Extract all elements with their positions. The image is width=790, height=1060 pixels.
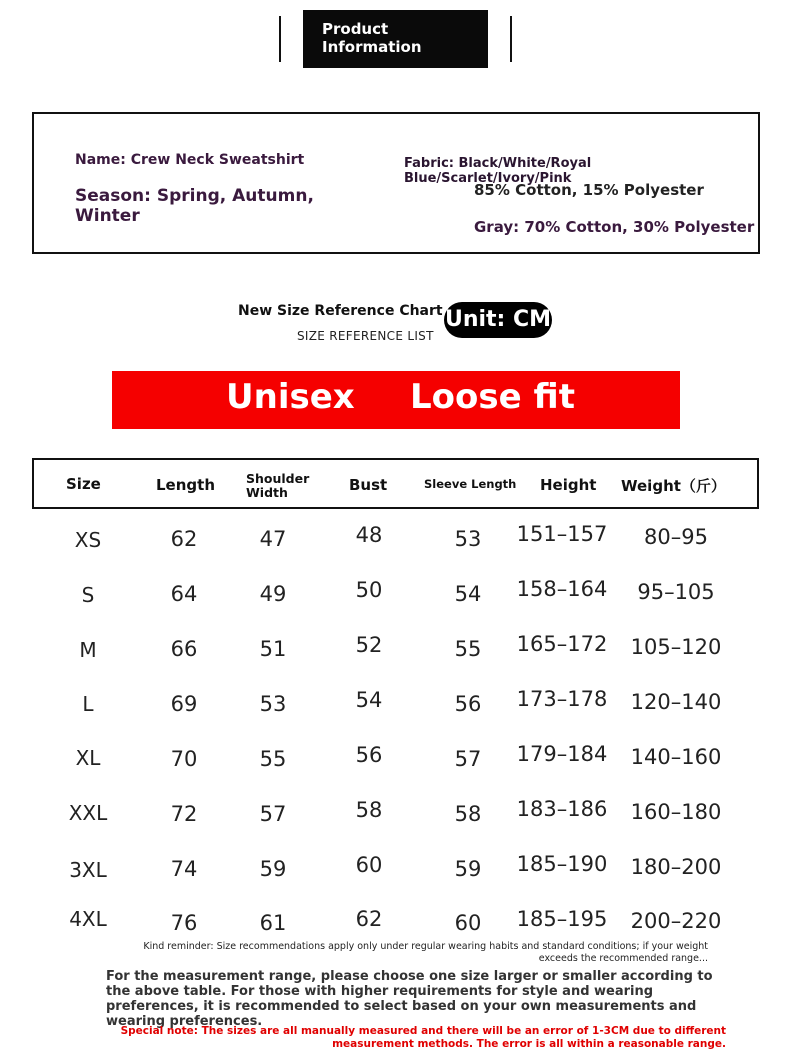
cell-sleeve: 60 [454,911,482,935]
size-chart-title: New Size Reference Chart [238,303,443,319]
cell-height: 179–184 [516,742,608,766]
product-gray-composition: Gray: 70% Cotton, 30% Polyester [474,218,755,236]
cell-length: 76 [170,911,198,935]
cell-sleeve: 57 [454,747,482,771]
special-note: Special note: The sizes are all manually measured and there will be an error of 1-3CM due to different measurement methods. The error is all within a reasonable range. [120,1025,726,1050]
col-bust: Bust [349,476,388,494]
cell-length: 64 [170,582,198,606]
cell-sleeve: 54 [454,582,482,606]
cell-length: 74 [170,857,198,881]
cell-length: 62 [170,527,198,551]
cell-height: 185–195 [516,907,608,931]
cell-bust: 48 [355,523,383,547]
cell-shoulder: 61 [259,911,287,935]
cell-sleeve: 53 [454,527,482,551]
cell-size: XS [74,528,102,552]
cell-weight: 140–160 [630,745,722,769]
cell-bust: 60 [355,853,383,877]
cell-length: 70 [170,747,198,771]
cell-height: 158–164 [516,577,608,601]
cell-sleeve: 55 [454,637,482,661]
cell-shoulder: 49 [259,582,287,606]
cell-weight: 160–180 [630,800,722,824]
kind-reminder-note: Kind reminder: Size recommendations apply only under regular wearing habits and standard conditions; if your weight exceeds the recommended range... [143,941,708,964]
cell-shoulder: 57 [259,802,287,826]
col-sleeve-length: Sleeve Length [424,477,517,491]
product-season: Season: Spring, Autumn, Winter [75,186,314,226]
col-shoulder-width: Shoulder Width [246,471,310,500]
header-left-bar [279,16,281,62]
cell-shoulder: 51 [259,637,287,661]
cell-weight: 80–95 [644,525,708,549]
cell-weight: 180–200 [630,855,722,879]
cell-bust: 58 [355,798,383,822]
col-weight: Weight（斤） [621,477,726,495]
cell-length: 72 [170,802,198,826]
cell-weight: 105–120 [630,635,722,659]
banner-loose-fit: Loose fit [410,377,575,417]
cell-height: 185–190 [516,852,608,876]
cell-size: 4XL [69,907,107,931]
cell-size: M [79,638,97,662]
cell-weight: 200–220 [630,909,722,933]
fit-banner [112,371,680,429]
col-size: Size [66,475,101,493]
cell-height: 173–178 [516,687,608,711]
product-fabric: Fabric: Black/White/Royal Blue/Scarlet/Ivory/Pink [404,156,592,186]
product-info-box [32,112,760,254]
unit-badge: Unit: CM [444,302,552,338]
cell-shoulder: 59 [259,857,287,881]
cell-bust: 56 [355,743,383,767]
cell-shoulder: 53 [259,692,287,716]
cell-shoulder: 47 [259,527,287,551]
cell-weight: 95–105 [637,580,715,604]
cell-bust: 52 [355,633,383,657]
cell-height: 165–172 [516,632,608,656]
cell-length: 66 [170,637,198,661]
cell-bust: 62 [355,907,383,931]
cell-height: 151–157 [516,522,608,546]
col-height: Height [540,476,597,494]
cell-size: S [81,583,95,607]
measurement-range-note: For the measurement range, please choose one size larger or smaller according to the above table. For those with higher requirements for style and wearing preferences, it is recommended to select based on your own measurements and wearing preferences. [106,969,713,1029]
cell-sleeve: 58 [454,802,482,826]
product-info-title-text: Product Information [322,20,422,56]
cell-size: 3XL [69,858,107,882]
cell-shoulder: 55 [259,747,287,771]
col-length: Length [156,476,215,494]
cell-sleeve: 56 [454,692,482,716]
cell-bust: 50 [355,578,383,602]
cell-sleeve: 59 [454,857,482,881]
product-name: Name: Crew Neck Sweatshirt [75,152,305,168]
cell-size: L [82,692,94,716]
cell-height: 183–186 [516,797,608,821]
cell-size: XL [75,746,101,770]
product-info-title [303,10,488,68]
product-composition: 85% Cotton, 15% Polyester [474,181,704,199]
cell-length: 69 [170,692,198,716]
cell-bust: 54 [355,688,383,712]
cell-size: XXL [68,801,108,825]
cell-weight: 120–140 [630,690,722,714]
banner-unisex: Unisex [226,377,355,417]
header-right-bar [510,16,512,62]
size-chart-subtitle: SIZE REFERENCE LIST [297,329,434,343]
